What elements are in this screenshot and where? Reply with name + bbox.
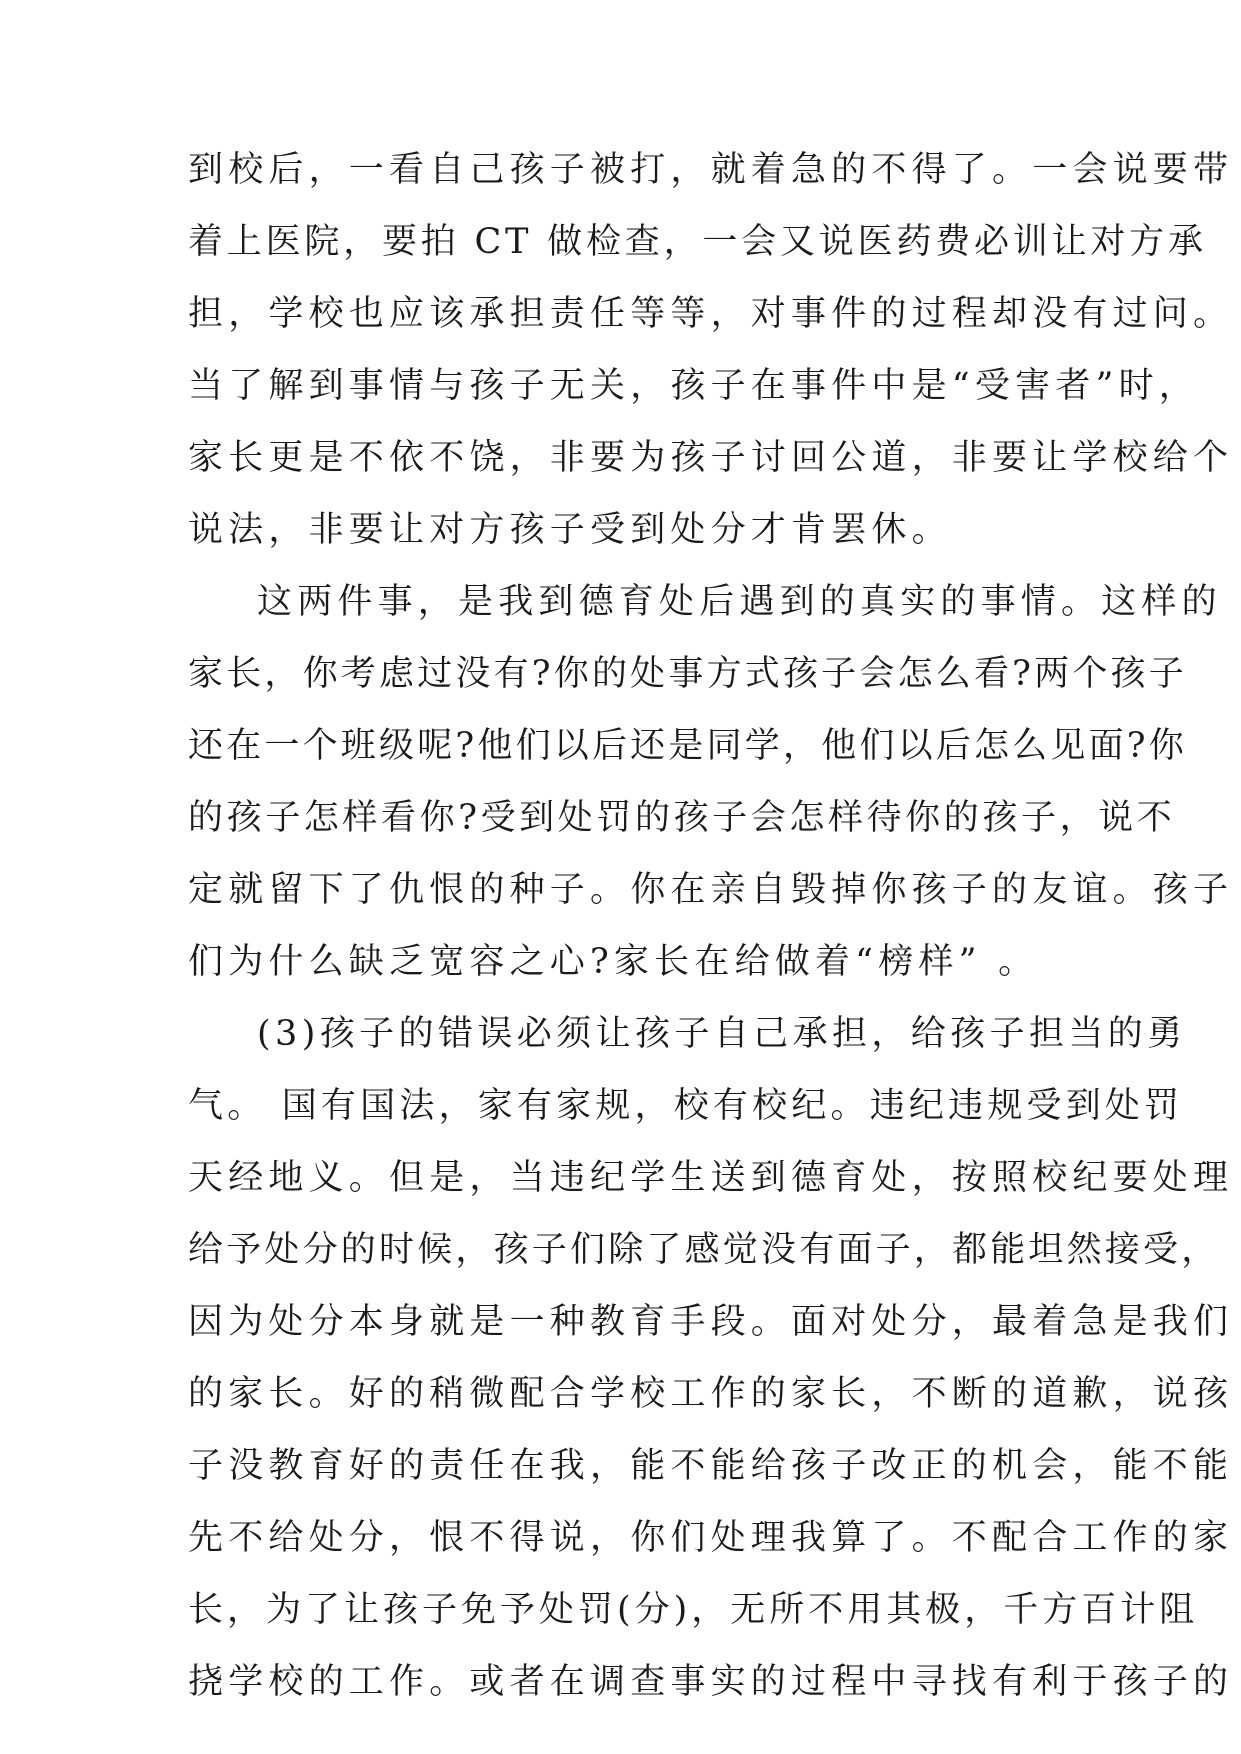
text-line: 们为什么缺乏宽容之心?家长在给做着“榜样” 。	[188, 942, 1039, 982]
text-line: 长，为了让孩子免予处罚(分)，无所不用其极，千方百计阻	[188, 1590, 1199, 1630]
text-line: 到校后，一看自己孩子被打，就着急的不得了。一会说要带	[188, 150, 1234, 190]
text-line: 还在一个班级呢?他们以后还是同学，他们以后怎么见面?你	[188, 726, 1187, 766]
text-line: 家长，你考虑过没有?你的处事方式孩子会怎么看?两个孩子	[188, 654, 1187, 694]
text-line: 的家长。好的稍微配合学校工作的家长，不断的道歉，说孩	[188, 1374, 1234, 1414]
text-line: 着上医院，要拍 CT 做检查，一会又说医药费必训让对方承	[188, 222, 1207, 262]
text-line: 这两件事，是我到德育处后遇到的真实的事情。这样的	[257, 582, 1222, 622]
text-line: 挠学校的工作。或者在调查事实的过程中寻找有利于孩子的	[188, 1662, 1234, 1702]
text-line: 天经地义。但是，当违纪学生送到德育处，按照校纪要处理	[188, 1158, 1234, 1198]
text-line: 担，学校也应该承担责任等等，对事件的过程却没有过问。	[188, 294, 1234, 334]
text-line: 家长更是不依不饶，非要为孩子讨回公道，非要让学校给个	[188, 438, 1234, 478]
text-line: 气。 国有国法，家有家规，校有校纪。违纪违规受到处罚	[188, 1086, 1184, 1126]
text-line: 子没教育好的责任在我，能不能给孩子改正的机会，能不能	[188, 1446, 1234, 1486]
text-line: 先不给处分，恨不得说，你们处理我算了。不配合工作的家	[188, 1518, 1234, 1558]
text-line: 的孩子怎样看你?受到处罚的孩子会怎样待你的孩子，说不	[188, 798, 1176, 838]
text-line: 说法，非要让对方孩子受到处分才肯罢休。	[188, 510, 952, 550]
text-line: (3)孩子的错误必须让孩子自己承担，给孩子担当的勇	[257, 1014, 1187, 1054]
text-line: 因为处分本身就是一种教育手段。面对处分，最着急是我们	[188, 1302, 1234, 1342]
text-line: 当了解到事情与孩子无关，孩子在事件中是“受害者”时，	[188, 366, 1199, 406]
text-line: 给予处分的时候，孩子们除了感觉没有面子，都能坦然接受，	[188, 1230, 1220, 1270]
text-line: 定就留下了仇恨的种子。你在亲自毁掉你孩子的友谊。孩子	[188, 870, 1234, 910]
